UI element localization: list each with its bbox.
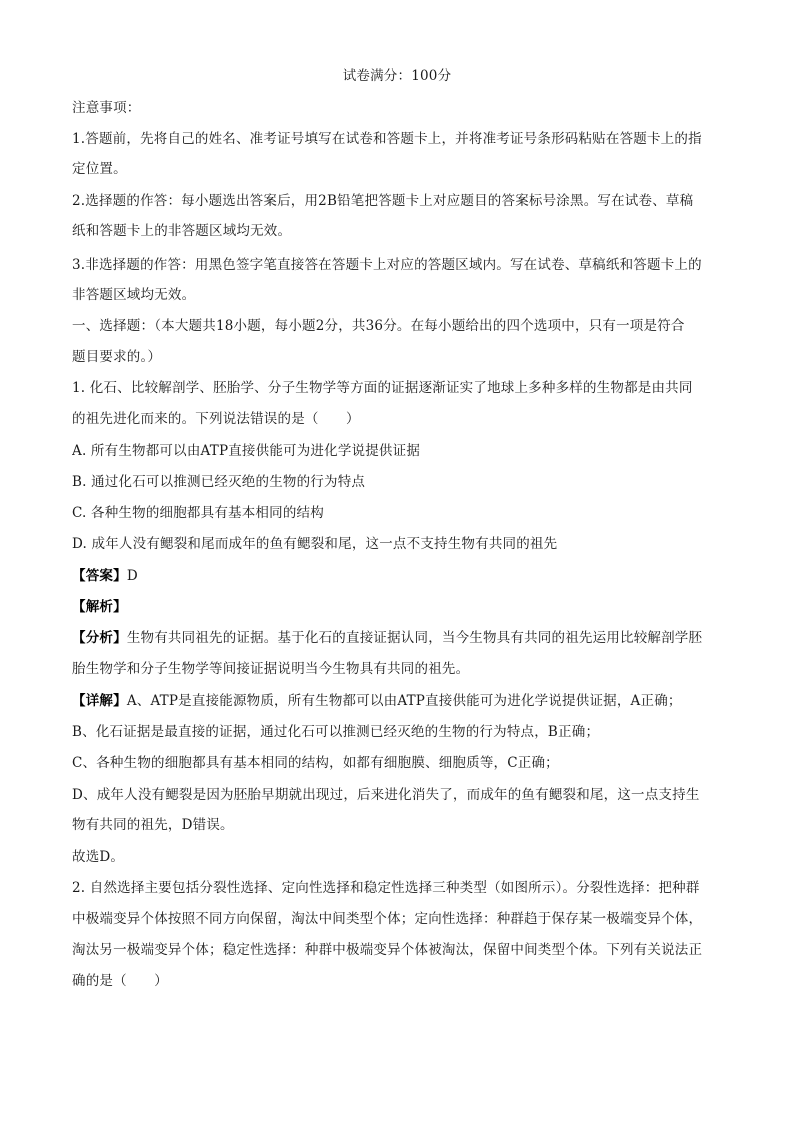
question-1-stem-cont: 的祖先进化而来的。下列说法错误的是（ ） [72, 411, 360, 427]
conclusion: 故选D。 [72, 849, 125, 865]
full-score-header: 试卷满分：100分 [342, 68, 452, 84]
notice-title: 注意事项： [72, 100, 141, 116]
question-1-option-a: A. 所有生物都可以由ATP直接供能可为进化学说提供证据 [72, 443, 421, 459]
question-2-stem: 2. 自然选择主要包括分裂性选择、定向性选择和稳定性选择三种类型（如图所示）。分裂性选择：把种群 [72, 880, 700, 896]
xiangjie-c: C、各种生物的细胞都具有基本相同的结构，如都有细胞膜、细胞质等，C正确； [72, 755, 559, 771]
xiangjie-a: A、ATP是直接能源物质，所有生物都可以由ATP直接供能可为进化学说提供证据，A正确； [126, 693, 682, 709]
fenxi-text-cont: 胎生物学和分子生物学等间接证据说明当今生物具有共同的祖先。 [72, 661, 470, 677]
answer-row [72, 567, 722, 585]
fenxi-text: 生物有共同祖先的证据。基于化石的直接证据认同，当今生物具有共同的祖先运用比较解剖学胚 [126, 630, 703, 646]
xiangjie-b: B、化石证据是最直接的证据，通过化石可以推测已经灭绝的生物的行为特点，B正确； [72, 724, 600, 740]
analysis-row [72, 598, 722, 616]
notice-item-3-cont: 非答题区域均无效。 [72, 287, 196, 303]
answer-value: D [126, 568, 138, 584]
fenxi-label: 【分析】 [72, 630, 127, 646]
analysis-label: 【解析】 [72, 599, 127, 615]
notice-item-1: 1.答题前，先将自己的姓名、准考证号填写在试卷和答题卡上，并将准考证号条形码粘贴在答题卡上的指 [72, 131, 702, 147]
section-heading-cont: 题目要求的。） [72, 349, 162, 365]
fenxi-row [72, 629, 722, 647]
notice-item-2: 2.选择题的作答：每小题选出答案后，用2B铅笔把答题卡上对应题目的答案标号涂黑。写在试卷、草稿 [72, 193, 694, 209]
xiangjie-row [72, 692, 722, 710]
xiangjie-label: 【详解】 [72, 693, 127, 709]
question-1-option-b: B. 通过化石可以推测已经灭绝的生物的行为特点 [72, 474, 366, 490]
question-1-option-d: D. 成年人没有鳃裂和尾而成年的鱼有鳃裂和尾，这一点不支持生物有共同的祖先 [72, 536, 558, 552]
section-heading: 一、选择题：（本大题共18小题，每小题2分，共36分。在每小题给出的四个选项中，只有一项是符合 [72, 318, 685, 334]
xiangjie-d: D、成年人没有鳃裂是因为胚胎早期就出现过，后来进化消失了，而成年的鱼有鳃裂和尾，这一点支持生 [72, 787, 700, 803]
answer-label: 【答案】 [72, 568, 127, 584]
notice-item-3: 3.非选择题的作答：用黑色签字笔直接答在答题卡上对应的答题区域内。写在试卷、草稿纸和答题卡上的 [72, 257, 702, 273]
xiangjie-d-cont: 物有共同的祖先，D错误。 [72, 817, 234, 833]
question-2-stem-cont-2: 淘汰另一极端变异个体；稳定性选择：种群中极端变异个体被淘汰，保留中间类型个体。下列有关说法正 [72, 942, 703, 958]
question-1-option-c: C. 各种生物的细胞都具有基本相同的结构 [72, 505, 324, 521]
notice-item-2-cont: 纸和答题卡上的非答题区域均无效。 [72, 223, 292, 239]
question-2-stem-cont-1: 中极端变异个体按照不同方向保留，淘汰中间类型个体；定向性选择：种群趋于保存某一极端变异个体， [72, 911, 703, 927]
question-2-stem-cont-3: 确的是（ ） [72, 973, 168, 989]
question-1-stem: 1. 化石、比较解剖学、胚胎学、分子生物学等方面的证据逐渐证实了地球上多种多样的生物都是由共同 [72, 380, 693, 396]
notice-item-1-cont: 定位置。 [72, 161, 127, 177]
